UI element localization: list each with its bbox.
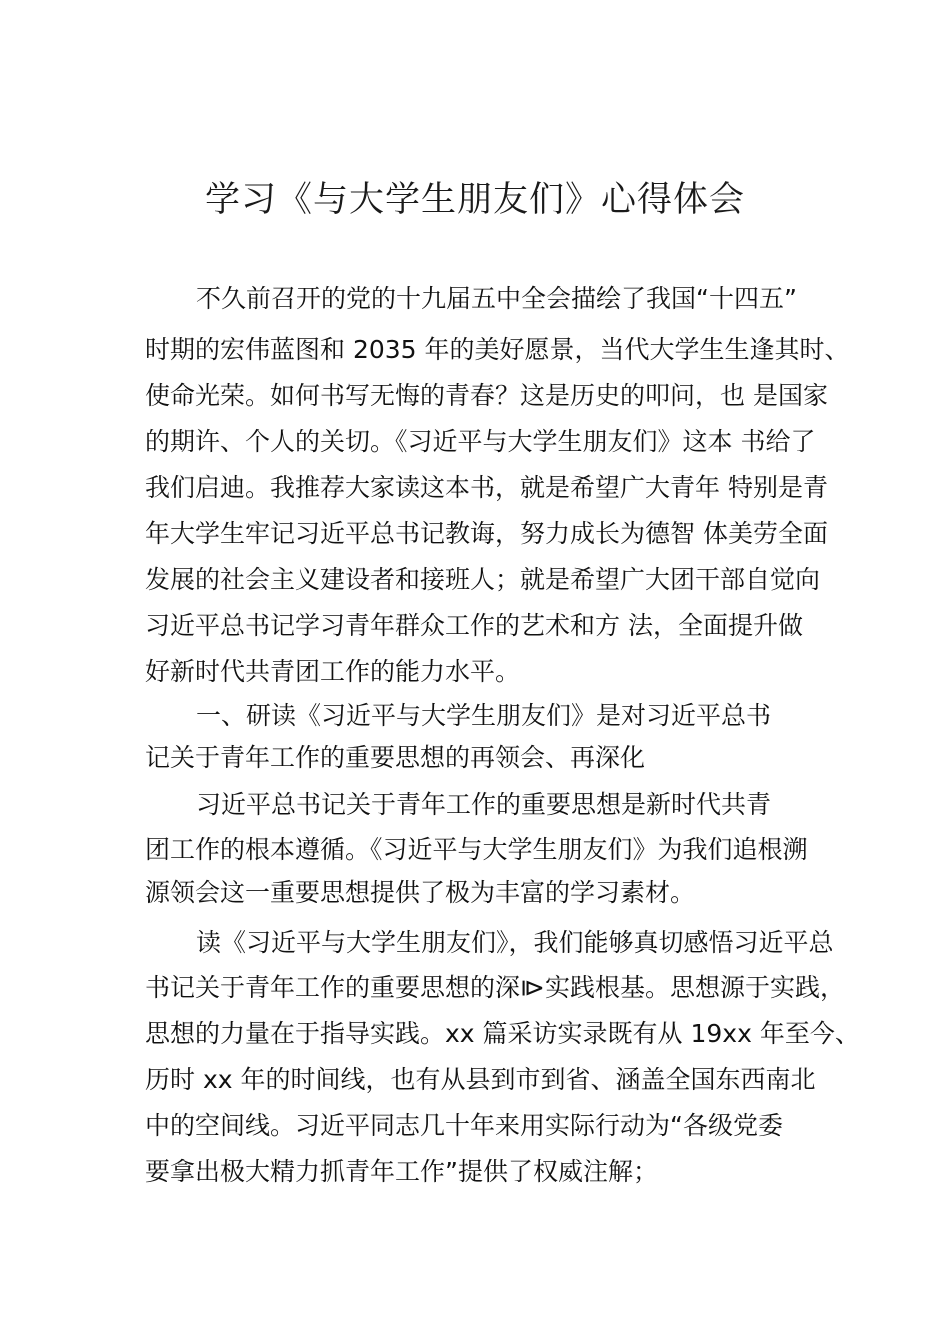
paragraph-line: 的期许、个人的关切。《习近平与大学生朋友们》这本 书给了 [145,427,816,456]
document-title: 学习《与大学生朋友们》心得体会 [204,180,745,220]
paragraph-line: 发展的社会主义建设者和接班人；就是希望广大团干部自觉向 [145,565,821,594]
paragraph-line: 源领会这一重要思想提供了极为丰富的学习素材。 [145,878,696,907]
paragraph-line: 书记关于青年工作的重要思想的深⧐实践根基。思想源于实践， [145,973,846,1002]
paragraph-line: 年大学生牢记习近平总书记教诲，努力成长为德智 体美劳全面 [145,519,828,548]
paragraph-line: 习近平总书记关于青年工作的重要思想是新时代共青 [196,790,772,819]
section-heading-line: 记关于青年工作的重要思想的再领会、再深化 [145,743,646,772]
paragraph-line: 时期的宏伟蓝图和 2035 年的美好愿景，当代大学生生逢其时、 [145,335,850,364]
paragraph-line: 中的空间线。习近平同志几十年来用实际行动为“各级党委 [145,1111,783,1140]
paragraph-line: 好新时代共青团工作的能力水平。 [145,657,521,686]
paragraph-line: 不久前召开的党的十九届五中全会描绘了我国“十四五” [196,284,797,313]
paragraph-line: 使命光荣。如何书写无悔的青春？这是历史的叩问，也 是国家 [145,381,828,410]
paragraph-line: 历时 xx 年的时间线，也有从县到市到省、涵盖全国东西南北 [145,1065,816,1094]
paragraph-line: 习近平总书记学习青年群众工作的艺术和方 法，全面提升做 [145,611,803,640]
section-heading-line: 一、研读《习近平与大学生朋友们》是对习近平总书 [196,701,772,730]
paragraph-line: 团工作的根本遵循。《习近平与大学生朋友们》为我们追根溯 [145,835,808,864]
paragraph-line: 要拿出极大精力抓青年工作”提供了权威注解； [145,1157,658,1186]
paragraph-line: 我们启迪。我推荐大家读这本书，就是希望广大青年 特别是青 [145,473,828,502]
paragraph-line: 读《习近平与大学生朋友们》，我们能够真切感悟习近平总 [196,928,834,957]
paragraph-line: 思想的力量在于指导实践。xx 篇采访实录既有从 19xx 年至今、 [145,1019,860,1048]
